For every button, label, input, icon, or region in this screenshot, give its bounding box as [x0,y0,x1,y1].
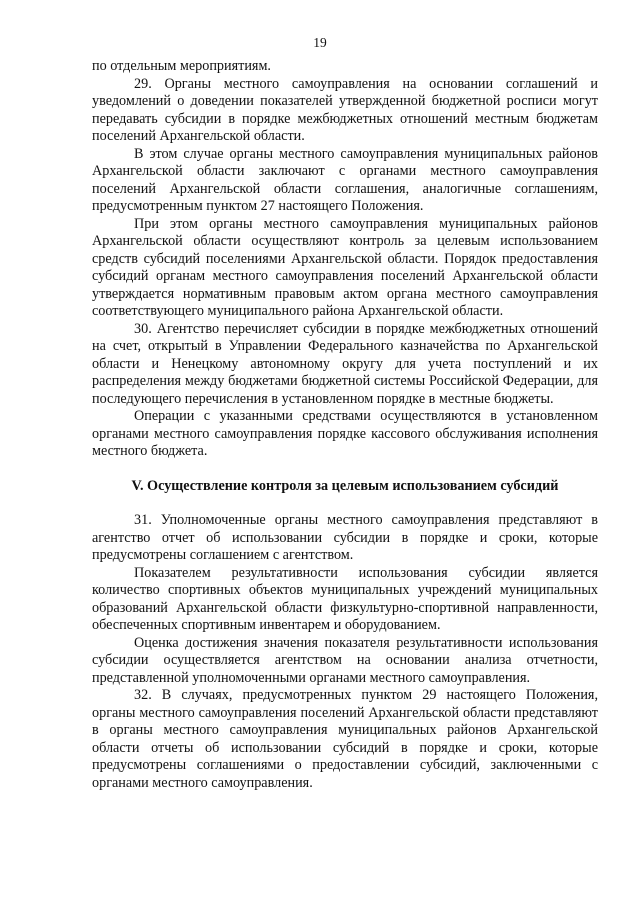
paragraph-agreements: В этом случае органы местного самоуправления муниципальных районов Архангельской области заключают с органами местного самоуправления поселений Архангельской области соглашения, аналогичные соглашениям, предусмотренным пунктом 27 настоящего Положения. [92,145,598,214]
paragraph-evaluation: Оценка достижения значения показателя результативности использования субсидии осуществляется агентством на основании анализа отчетности, представленной уполномоченными органами местного самоуправления. [92,634,598,686]
paragraph-performance-indicator: Показателем результативности использования субсидии является количество спортивных объектов муниципальных учреждений муниципальных образований Архангельской области физкультурно-спортивной направленности, обеспеченных спортивным инвентарем и оборудованием. [92,564,598,633]
paragraph-control: При этом органы местного самоуправления муниципальных районов Архангельской области осуществляют контроль за целевым использованием средств субсидий поселениями Архангельской области. Порядок предоставления субсидий органам местного самоуправления поселений Архангельской области утверждается нормативным правовым актом органа местного самоуправления соответствующего муниципального района Архангельской области. [92,215,598,319]
paragraph-item-31: 31. Уполномоченные органы местного самоуправления представляют в агентство отчет об использовании субсидии в порядке и сроки, которые предусмотрены соглашением с агентством. [92,512,598,563]
section-heading: V. Осуществление контроля за целевым использованием субсидий [131,477,559,494]
paragraph-item-32: 32. В случаях, предусмотренных пунктом 29 настоящего Положения, органы местного самоуправления поселений Архангельской области представляют в органы местного самоуправления муниципальных районов Архангельской области отчеты об использовании субсидий в порядке и сроки, которые предусмотрены соглашениями о предоставлении субсидий, заключенными с органами местного самоуправления. [92,687,598,791]
paragraph-continuation: по отдельным мероприятиям. [92,58,271,74]
document-body [92,58,598,792]
paragraph-item-29: 29. Органы местного самоуправления на основании соглашений и уведомлений о доведении показателей утвержденной бюджетной росписи могут передавать субсидии в порядке межбюджетных отношений местным бюджетам поселений Архангельской области. [92,75,598,144]
paragraph-item-30: 30. Агентство перечисляет субсидии в порядке межбюджетных отношений на счет, открытый в Управлении Федерального казначейства по Архангельской области и Ненецкому автономному округу для учета поступлений и их распределения между бюджетами бюджетной системы Российской Федерации, для последующего перечисления в установленном порядке в местные бюджеты. [92,320,598,407]
page-number: 19 [313,35,327,50]
paragraph-operations: Операции с указанными средствами осуществляются в установленном органами местного самоуправления порядке кассового обслуживания исполнения местного бюджета. [92,408,598,459]
